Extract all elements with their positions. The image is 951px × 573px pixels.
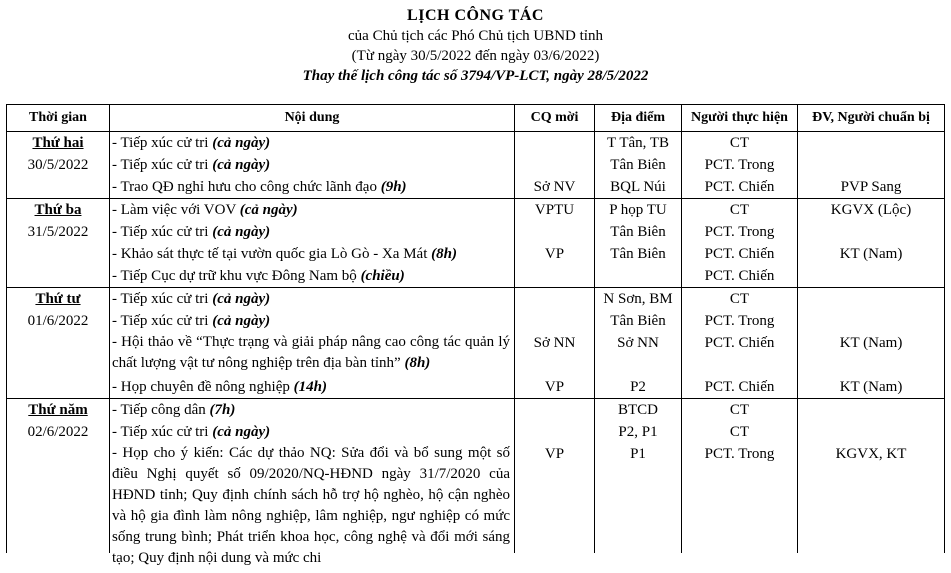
document-header	[0, 6, 951, 86]
executor-cell: CT PCT. Trong PCT. Chiến PCT. Chiến	[682, 288, 798, 399]
table-row	[7, 399, 945, 554]
day-cell	[7, 199, 110, 288]
document-title: LỊCH CÔNG TÁC	[407, 7, 544, 24]
location-cell: P họp TU Tân Biên Tân Biên	[595, 199, 682, 288]
preparer-cell: PVP Sang	[798, 132, 945, 199]
day-date: 01/6/2022	[27, 313, 89, 329]
executor-cell: CT CT PCT. Trong	[682, 399, 798, 554]
table-row	[7, 199, 945, 288]
content-cell	[110, 288, 515, 399]
preparer-cell: KT (Nam) KT (Nam)	[798, 288, 945, 399]
column-header-location: Địa điểm	[595, 105, 682, 132]
list-item: - Trao QĐ nghỉ hưu cho công chức lãnh đạo (9h)	[112, 179, 407, 195]
column-header-executor: Người thực hiện	[682, 105, 798, 132]
executor-cell: CT PCT. Trong PCT. Chiến	[682, 132, 798, 199]
table-header-row	[7, 105, 945, 132]
day-date: 30/5/2022	[27, 157, 89, 173]
list-item: - Họp chuyên đề nông nghiệp (14h)	[112, 379, 327, 395]
list-item: - Tiếp xúc cử tri (cả ngày)	[112, 424, 271, 440]
column-header-time: Thời gian	[7, 105, 110, 132]
column-header-inviting-agency: CQ mời	[515, 105, 595, 132]
list-item: - Tiếp Cục dự trữ khu vực Đông Nam bộ (chiều)	[112, 268, 405, 284]
list-item: - Tiếp xúc cử tri (cả ngày)	[112, 135, 271, 151]
day-name: Thứ tư	[35, 291, 81, 307]
preparer-cell: KGVX (Lộc) KT (Nam)	[798, 199, 945, 288]
list-item: - Làm việc với VOV (cả ngày)	[112, 202, 298, 218]
agency-cell: Sở NV	[515, 132, 595, 199]
day-cell	[7, 399, 110, 554]
agency-cell: VPTU VP	[515, 199, 595, 288]
column-header-preparer: ĐV, Người chuẩn bị	[798, 105, 945, 132]
content-cell	[110, 399, 515, 566]
preparer-cell: KGVX, KT	[798, 399, 945, 554]
content-cell	[110, 132, 515, 199]
document-subtitle: của Chủ tịch các Phó Chủ tịch UBND tỉnh	[348, 28, 603, 44]
day-cell	[7, 132, 110, 199]
location-cell: N Sơn, BM Tân Biên Sở NN P2	[595, 288, 682, 399]
table-row	[7, 132, 945, 199]
location-cell: BTCD P2, P1 P1	[595, 399, 682, 554]
day-date: 02/6/2022	[27, 424, 89, 440]
list-item: - Hội thảo về “Thực trạng và giải pháp nâng cao công tác quản lý chất lượng vật tư nông nghiệp trên địa bàn tỉnh” (8h)	[112, 334, 510, 371]
list-item: - Khảo sát thực tế tại vườn quốc gia Lò Gò - Xa Mát (8h)	[112, 246, 457, 262]
column-header-content: Nội dung	[110, 105, 515, 132]
agency-cell: VP	[515, 399, 595, 554]
day-name: Thứ ba	[34, 202, 82, 218]
table-row	[7, 288, 945, 399]
agency-cell: Sở NN VP	[515, 288, 595, 399]
document-period: (Từ ngày 30/5/2022 đến ngày 03/6/2022)	[351, 48, 600, 64]
replacement-note: Thay thế lịch công tác số 3794/VP-LCT, ngày 28/5/2022	[302, 68, 649, 84]
day-cell	[7, 288, 110, 399]
list-item: - Họp cho ý kiến: Các dự thảo NQ: Sửa đổi và bổ sung một số điều Nghị quyết số 09/2020/NQ-HĐND ngày 31/7/2020 của HĐND tỉnh; Quy định chính sách hỗ trợ hộ nghèo, hộ cận nghèo và hộ gia đình làm nông nghiệp, lâm nghiệp, ngư nghiệp có mức sống trung bình; Phát triển khoa học, công nghệ và đổi mới sáng tạo; Quy định nội dung và mức chi	[112, 445, 510, 566]
schedule-table	[6, 104, 945, 566]
list-item: - Tiếp xúc cử tri (cả ngày)	[112, 157, 271, 173]
list-item: - Tiếp xúc cử tri (cả ngày)	[112, 313, 271, 329]
executor-cell: CT PCT. Trong PCT. Chiến PCT. Chiến	[682, 199, 798, 288]
day-name: Thứ hai	[32, 135, 84, 151]
location-cell: T Tân, TB Tân Biên BQL Núi	[595, 132, 682, 199]
day-name: Thứ năm	[28, 402, 88, 418]
content-cell	[110, 199, 515, 288]
list-item: - Tiếp xúc cử tri (cả ngày)	[112, 291, 271, 307]
day-date: 31/5/2022	[27, 224, 89, 240]
list-item: - Tiếp xúc cử tri (cả ngày)	[112, 224, 271, 240]
list-item: - Tiếp công dân (7h)	[112, 402, 236, 418]
